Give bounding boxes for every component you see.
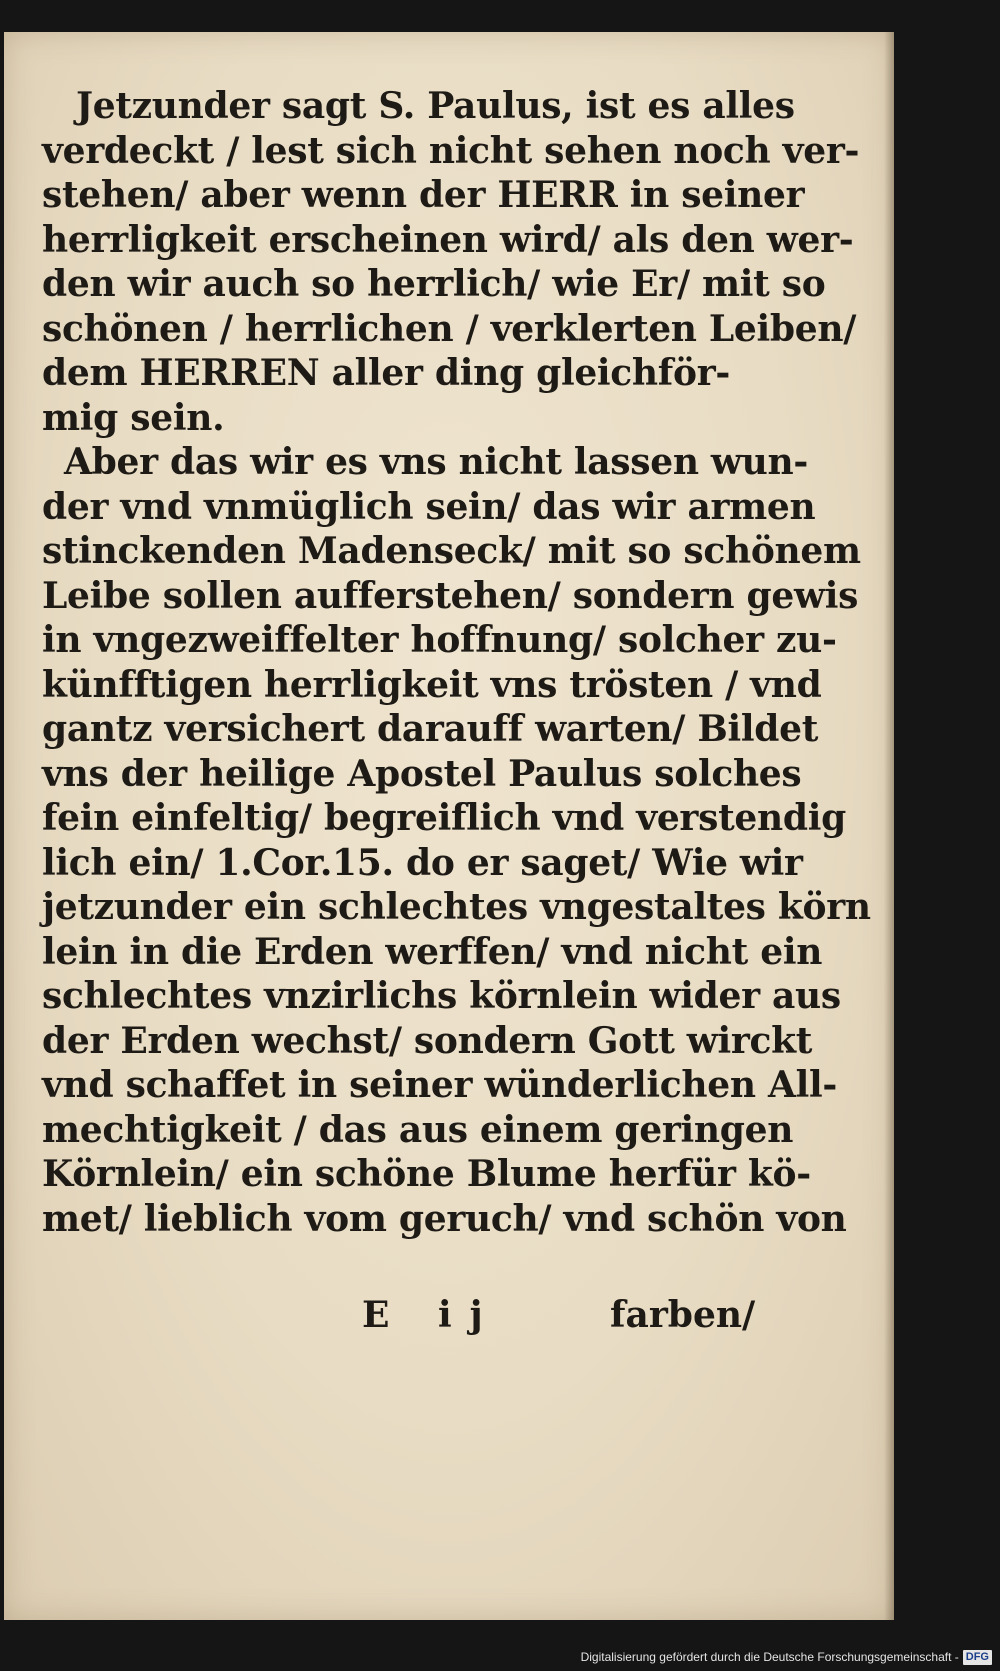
book-page — [4, 32, 894, 1620]
text-line: mechtigkeit / das aus einem geringen — [42, 1108, 794, 1151]
page-footer — [4, 1294, 894, 1344]
text-line: Aber das wir es vns nicht lassen wun- — [64, 441, 809, 483]
text-line: Leibe sollen aufferstehen/ sondern gewis — [42, 574, 859, 617]
text-line: herrligkeit erscheinen wird/ als den wer- — [42, 218, 854, 261]
text-line: stehen/ aber wenn der HERR in seiner — [42, 174, 805, 216]
page-edge-shadow — [884, 32, 894, 1620]
text-line: der vnd vnmüglich sein/ das wir armen — [42, 485, 816, 528]
text-line: lich ein/ 1.Cor.15. do er saget/ Wie wir — [42, 841, 803, 884]
body-text — [42, 84, 871, 1241]
credit-text: Digitalisierung gefördert durch die Deutsche Forschungsgemeinschaft - — [580, 1650, 959, 1664]
text-line: Jetzunder sagt S. Paulus, ist es alles — [76, 85, 795, 127]
text-line: den wir auch so herrlich/ wie Er/ mit so — [42, 263, 826, 305]
text-line: Körnlein/ ein schöne Blume herfür kö- — [42, 1153, 811, 1195]
text-line: vnd schaffet in seiner wünderlichen All- — [42, 1064, 837, 1106]
text-line: der Erden wechst/ sondern Gott wirckt — [42, 1019, 813, 1062]
text-line: schönen / herrlichen / verklerten Leiben/ — [42, 307, 857, 350]
text-line: gantz versichert darauff warten/ Bildet — [42, 708, 819, 750]
signature-mark: E ij — [362, 1294, 501, 1336]
text-line: lein in die Erden werffen/ vnd nicht ein — [42, 930, 823, 973]
text-line: künfftigen herrligkeit vns trösten / vnd — [42, 663, 822, 706]
text-line: schlechtes vnzirlichs körnlein wider aus — [42, 975, 841, 1017]
text-line: jetzunder ein schlechtes vngestaltes körn — [42, 886, 871, 928]
text-line: in vngezweiffelter hoffnung/ solcher zu- — [42, 619, 837, 661]
digitization-credit — [581, 1647, 992, 1667]
text-line: vns der heilige Apostel Paulus solches — [42, 752, 802, 795]
text-line: mig sein. — [42, 396, 225, 439]
dfg-logo: DFG — [963, 1650, 992, 1665]
catchword: farben/ — [610, 1294, 756, 1336]
text-line: dem HERREN aller ding gleichför- — [42, 352, 731, 394]
text-line: fein einfeltig/ begreiflich vnd verstendig — [42, 797, 846, 839]
text-line: verdeckt / lest sich nicht sehen noch ver- — [42, 129, 860, 172]
text-line: met/ lieblich vom geruch/ vnd schön von — [42, 1197, 847, 1240]
text-line: stinckenden Madenseck/ mit so schönem — [42, 530, 861, 572]
